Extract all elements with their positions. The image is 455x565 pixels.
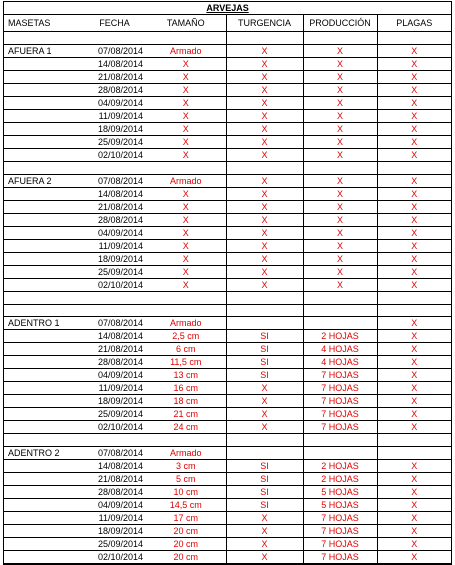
turgencia-cell: X: [226, 149, 303, 162]
table-row: [4, 58, 451, 71]
fecha-cell: 28/08/2014: [83, 84, 146, 97]
turgencia-cell: [226, 447, 303, 460]
turgencia-cell: X: [226, 525, 303, 538]
table-row: [4, 265, 451, 278]
fecha-cell: 28/08/2014: [83, 356, 146, 369]
tamano-cell: X: [146, 213, 226, 226]
tamano-cell: 11,5 cm: [146, 356, 226, 369]
produccion-cell: X: [303, 252, 377, 265]
blank-cell: [226, 304, 303, 317]
produccion-cell: X: [303, 123, 377, 136]
blank-cell: [303, 434, 377, 447]
maseta-cell: [4, 278, 83, 291]
plagas-cell: X: [377, 239, 451, 252]
blank-cell: [377, 434, 451, 447]
maseta-cell: [4, 330, 83, 343]
plagas-cell: X: [377, 460, 451, 473]
fecha-cell: 11/09/2014: [83, 512, 146, 525]
produccion-cell: 7 HOJAS: [303, 408, 377, 421]
blank-cell: [83, 434, 146, 447]
plagas-cell: X: [377, 149, 451, 162]
table-row: [4, 447, 451, 460]
blank-cell: [83, 304, 146, 317]
data-table: [4, 2, 451, 564]
table-row: [4, 187, 451, 200]
blank-cell: [146, 32, 226, 45]
blank-cell: [303, 162, 377, 175]
plagas-cell: X: [377, 110, 451, 123]
table-row: [4, 45, 451, 58]
produccion-cell: X: [303, 200, 377, 213]
table-row: [4, 213, 451, 226]
blank-cell: [4, 291, 83, 304]
plagas-cell: X: [377, 187, 451, 200]
produccion-cell: 4 HOJAS: [303, 356, 377, 369]
table-row: [4, 395, 451, 408]
plagas-cell: X: [377, 213, 451, 226]
produccion-cell: 7 HOJAS: [303, 538, 377, 551]
blank-cell: [146, 291, 226, 304]
blank-cell: [226, 291, 303, 304]
produccion-cell: X: [303, 278, 377, 291]
blank-cell: [377, 304, 451, 317]
fecha-cell: 28/08/2014: [83, 213, 146, 226]
maseta-cell: [4, 369, 83, 382]
produccion-cell: 5 HOJAS: [303, 499, 377, 512]
table-row: [4, 278, 451, 291]
table-row: [4, 486, 451, 499]
blank-cell: [377, 32, 451, 45]
sheet-title: ARVEJAS: [4, 2, 451, 15]
turgencia-cell: SI: [226, 499, 303, 512]
tamano-cell: X: [146, 278, 226, 291]
turgencia-cell: X: [226, 45, 303, 58]
maseta-cell: [4, 408, 83, 421]
header-masetas: MASETAS: [4, 15, 83, 32]
plagas-cell: X: [377, 174, 451, 187]
table-row: [4, 200, 451, 213]
produccion-cell: 2 HOJAS: [303, 330, 377, 343]
fecha-cell: 25/09/2014: [83, 265, 146, 278]
table-row: [4, 382, 451, 395]
table-row: [4, 512, 451, 525]
blank-cell: [146, 434, 226, 447]
table-row: [4, 408, 451, 421]
maseta-cell: [4, 551, 83, 564]
turgencia-cell: SI: [226, 369, 303, 382]
plagas-cell: X: [377, 486, 451, 499]
maseta-cell: [4, 71, 83, 84]
fecha-cell: 07/08/2014: [83, 45, 146, 58]
fecha-cell: 14/08/2014: [83, 58, 146, 71]
fecha-cell: 02/10/2014: [83, 278, 146, 291]
table-row: [4, 343, 451, 356]
table-row: [4, 71, 451, 84]
produccion-cell: 4 HOJAS: [303, 343, 377, 356]
fecha-cell: 14/08/2014: [83, 330, 146, 343]
table-row: [4, 239, 451, 252]
turgencia-cell: X: [226, 71, 303, 84]
produccion-cell: X: [303, 174, 377, 187]
plagas-cell: X: [377, 512, 451, 525]
header-produccion: PRODUCCIÓN: [303, 15, 377, 32]
produccion-cell: X: [303, 149, 377, 162]
fecha-cell: 02/10/2014: [83, 149, 146, 162]
table-row: [4, 226, 451, 239]
plagas-cell: X: [377, 473, 451, 486]
maseta-cell: AFUERA 2: [4, 174, 83, 187]
turgencia-cell: SI: [226, 343, 303, 356]
blank-cell: [303, 304, 377, 317]
produccion-cell: X: [303, 71, 377, 84]
produccion-cell: X: [303, 84, 377, 97]
tamano-cell: X: [146, 84, 226, 97]
turgencia-cell: X: [226, 408, 303, 421]
table-row: [4, 252, 451, 265]
header-row: [4, 15, 451, 32]
plagas-cell: X: [377, 330, 451, 343]
produccion-cell: [303, 317, 377, 330]
blank-cell: [377, 291, 451, 304]
fecha-cell: 18/09/2014: [83, 252, 146, 265]
fecha-cell: 21/08/2014: [83, 343, 146, 356]
maseta-cell: ADENTRO 2: [4, 447, 83, 460]
plagas-cell: X: [377, 408, 451, 421]
blank-cell: [226, 32, 303, 45]
table-row: [4, 136, 451, 149]
fecha-cell: 07/08/2014: [83, 447, 146, 460]
maseta-cell: [4, 395, 83, 408]
fecha-cell: 18/09/2014: [83, 525, 146, 538]
turgencia-cell: X: [226, 110, 303, 123]
tamano-cell: 3 cm: [146, 460, 226, 473]
table-row: [4, 123, 451, 136]
blank-row: [4, 434, 451, 447]
plagas-cell: X: [377, 525, 451, 538]
plagas-cell: X: [377, 538, 451, 551]
turgencia-cell: SI: [226, 356, 303, 369]
fecha-cell: 28/08/2014: [83, 486, 146, 499]
table-row: [4, 551, 451, 564]
produccion-cell: X: [303, 97, 377, 110]
plagas-cell: X: [377, 369, 451, 382]
table-row: [4, 97, 451, 110]
maseta-cell: [4, 200, 83, 213]
maseta-cell: [4, 421, 83, 434]
tamano-cell: X: [146, 226, 226, 239]
turgencia-cell: X: [226, 123, 303, 136]
tamano-cell: 14,5 cm: [146, 499, 226, 512]
table-row: [4, 317, 451, 330]
turgencia-cell: X: [226, 136, 303, 149]
blank-cell: [4, 162, 83, 175]
table-row: [4, 149, 451, 162]
turgencia-cell: X: [226, 200, 303, 213]
produccion-cell: 7 HOJAS: [303, 421, 377, 434]
plagas-cell: X: [377, 71, 451, 84]
maseta-cell: [4, 252, 83, 265]
plagas-cell: X: [377, 278, 451, 291]
maseta-cell: [4, 58, 83, 71]
tamano-cell: X: [146, 110, 226, 123]
turgencia-cell: [226, 317, 303, 330]
tamano-cell: 6 cm: [146, 343, 226, 356]
table-row: [4, 110, 451, 123]
table-row: [4, 330, 451, 343]
table-row: [4, 369, 451, 382]
produccion-cell: X: [303, 213, 377, 226]
maseta-cell: [4, 499, 83, 512]
tamano-cell: X: [146, 149, 226, 162]
plagas-cell: X: [377, 382, 451, 395]
produccion-cell: 7 HOJAS: [303, 525, 377, 538]
produccion-cell: 2 HOJAS: [303, 473, 377, 486]
plagas-cell: X: [377, 265, 451, 278]
tamano-cell: 13 cm: [146, 369, 226, 382]
blank-cell: [4, 304, 83, 317]
plagas-cell: X: [377, 226, 451, 239]
tamano-cell: X: [146, 123, 226, 136]
title-row: [4, 2, 451, 15]
table-row: [4, 356, 451, 369]
turgencia-cell: X: [226, 382, 303, 395]
fecha-cell: 02/10/2014: [83, 551, 146, 564]
tamano-cell: Armado: [146, 45, 226, 58]
produccion-cell: X: [303, 58, 377, 71]
plagas-cell: X: [377, 421, 451, 434]
fecha-cell: 11/09/2014: [83, 110, 146, 123]
maseta-cell: [4, 149, 83, 162]
produccion-cell: X: [303, 136, 377, 149]
produccion-cell: 2 HOJAS: [303, 460, 377, 473]
produccion-cell: X: [303, 187, 377, 200]
maseta-cell: AFUERA 1: [4, 45, 83, 58]
maseta-cell: [4, 343, 83, 356]
fecha-cell: 07/08/2014: [83, 317, 146, 330]
tamano-cell: 24 cm: [146, 421, 226, 434]
fecha-cell: 21/08/2014: [83, 473, 146, 486]
fecha-cell: 11/09/2014: [83, 239, 146, 252]
maseta-cell: [4, 239, 83, 252]
turgencia-cell: X: [226, 252, 303, 265]
maseta-cell: [4, 136, 83, 149]
produccion-cell: 7 HOJAS: [303, 395, 377, 408]
plagas-cell: X: [377, 317, 451, 330]
header-fecha: FECHA: [83, 15, 146, 32]
turgencia-cell: X: [226, 84, 303, 97]
blank-row: [4, 32, 451, 45]
produccion-cell: X: [303, 45, 377, 58]
tamano-cell: X: [146, 239, 226, 252]
turgencia-cell: X: [226, 213, 303, 226]
blank-cell: [4, 434, 83, 447]
tamano-cell: X: [146, 200, 226, 213]
turgencia-cell: X: [226, 174, 303, 187]
fecha-cell: 18/09/2014: [83, 123, 146, 136]
turgencia-cell: SI: [226, 486, 303, 499]
tamano-cell: X: [146, 265, 226, 278]
blank-row: [4, 291, 451, 304]
fecha-cell: 25/09/2014: [83, 408, 146, 421]
blank-row: [4, 162, 451, 175]
maseta-cell: [4, 265, 83, 278]
fecha-cell: 02/10/2014: [83, 421, 146, 434]
blank-cell: [146, 304, 226, 317]
tamano-cell: 21 cm: [146, 408, 226, 421]
produccion-cell: X: [303, 226, 377, 239]
blank-cell: [303, 32, 377, 45]
maseta-cell: [4, 97, 83, 110]
fecha-cell: 07/08/2014: [83, 174, 146, 187]
arvejas-spreadsheet: [3, 1, 452, 565]
tamano-cell: 5 cm: [146, 473, 226, 486]
fecha-cell: 04/09/2014: [83, 499, 146, 512]
fecha-cell: 25/09/2014: [83, 136, 146, 149]
turgencia-cell: SI: [226, 460, 303, 473]
maseta-cell: [4, 538, 83, 551]
blank-row: [4, 304, 451, 317]
header-plagas: PLAGAS: [377, 15, 451, 32]
table-body: [4, 2, 451, 564]
maseta-cell: [4, 486, 83, 499]
maseta-cell: [4, 382, 83, 395]
maseta-cell: [4, 512, 83, 525]
fecha-cell: 21/08/2014: [83, 71, 146, 84]
plagas-cell: X: [377, 395, 451, 408]
turgencia-cell: X: [226, 239, 303, 252]
tamano-cell: Armado: [146, 317, 226, 330]
produccion-cell: [303, 447, 377, 460]
turgencia-cell: SI: [226, 330, 303, 343]
produccion-cell: 7 HOJAS: [303, 512, 377, 525]
turgencia-cell: X: [226, 421, 303, 434]
table-row: [4, 538, 451, 551]
tamano-cell: 20 cm: [146, 525, 226, 538]
blank-cell: [303, 291, 377, 304]
plagas-cell: X: [377, 499, 451, 512]
tamano-cell: 16 cm: [146, 382, 226, 395]
tamano-cell: X: [146, 97, 226, 110]
maseta-cell: [4, 460, 83, 473]
blank-cell: [226, 434, 303, 447]
tamano-cell: 18 cm: [146, 395, 226, 408]
turgencia-cell: X: [226, 226, 303, 239]
maseta-cell: [4, 84, 83, 97]
tamano-cell: 10 cm: [146, 486, 226, 499]
tamano-cell: X: [146, 58, 226, 71]
produccion-cell: X: [303, 239, 377, 252]
tamano-cell: 20 cm: [146, 538, 226, 551]
plagas-cell: X: [377, 356, 451, 369]
maseta-cell: [4, 213, 83, 226]
table-row: [4, 460, 451, 473]
turgencia-cell: X: [226, 187, 303, 200]
tamano-cell: Armado: [146, 447, 226, 460]
tamano-cell: 2,5 cm: [146, 330, 226, 343]
maseta-cell: [4, 473, 83, 486]
produccion-cell: 5 HOJAS: [303, 486, 377, 499]
plagas-cell: X: [377, 136, 451, 149]
fecha-cell: 14/08/2014: [83, 460, 146, 473]
produccion-cell: 7 HOJAS: [303, 369, 377, 382]
header-turgencia: TURGENCIA: [226, 15, 303, 32]
tamano-cell: X: [146, 252, 226, 265]
plagas-cell: X: [377, 551, 451, 564]
blank-cell: [83, 32, 146, 45]
table-row: [4, 421, 451, 434]
maseta-cell: [4, 226, 83, 239]
blank-cell: [83, 162, 146, 175]
tamano-cell: Armado: [146, 174, 226, 187]
header-tamano: TAMAÑO: [146, 15, 226, 32]
fecha-cell: 14/08/2014: [83, 187, 146, 200]
turgencia-cell: X: [226, 97, 303, 110]
produccion-cell: 7 HOJAS: [303, 382, 377, 395]
maseta-cell: [4, 110, 83, 123]
plagas-cell: X: [377, 343, 451, 356]
maseta-cell: [4, 525, 83, 538]
tamano-cell: 17 cm: [146, 512, 226, 525]
fecha-cell: 25/09/2014: [83, 538, 146, 551]
fecha-cell: 18/09/2014: [83, 395, 146, 408]
table-row: [4, 84, 451, 97]
blank-cell: [83, 291, 146, 304]
plagas-cell: X: [377, 97, 451, 110]
plagas-cell: X: [377, 58, 451, 71]
fecha-cell: 04/09/2014: [83, 369, 146, 382]
blank-cell: [377, 162, 451, 175]
blank-cell: [226, 162, 303, 175]
produccion-cell: X: [303, 265, 377, 278]
plagas-cell: [377, 447, 451, 460]
turgencia-cell: X: [226, 395, 303, 408]
plagas-cell: X: [377, 200, 451, 213]
table-row: [4, 525, 451, 538]
tamano-cell: X: [146, 71, 226, 84]
tamano-cell: X: [146, 136, 226, 149]
fecha-cell: 04/09/2014: [83, 97, 146, 110]
fecha-cell: 21/08/2014: [83, 200, 146, 213]
tamano-cell: 20 cm: [146, 551, 226, 564]
turgencia-cell: X: [226, 551, 303, 564]
table-row: [4, 174, 451, 187]
blank-cell: [146, 162, 226, 175]
fecha-cell: 11/09/2014: [83, 382, 146, 395]
turgencia-cell: X: [226, 278, 303, 291]
maseta-cell: [4, 123, 83, 136]
turgencia-cell: SI: [226, 473, 303, 486]
plagas-cell: X: [377, 45, 451, 58]
tamano-cell: X: [146, 187, 226, 200]
fecha-cell: 04/09/2014: [83, 226, 146, 239]
plagas-cell: X: [377, 84, 451, 97]
plagas-cell: X: [377, 123, 451, 136]
maseta-cell: ADENTRO 1: [4, 317, 83, 330]
turgencia-cell: X: [226, 265, 303, 278]
turgencia-cell: X: [226, 512, 303, 525]
maseta-cell: [4, 187, 83, 200]
turgencia-cell: X: [226, 58, 303, 71]
produccion-cell: 7 HOJAS: [303, 551, 377, 564]
plagas-cell: X: [377, 252, 451, 265]
table-row: [4, 473, 451, 486]
blank-cell: [4, 32, 83, 45]
produccion-cell: X: [303, 110, 377, 123]
table-row: [4, 499, 451, 512]
maseta-cell: [4, 356, 83, 369]
turgencia-cell: X: [226, 538, 303, 551]
